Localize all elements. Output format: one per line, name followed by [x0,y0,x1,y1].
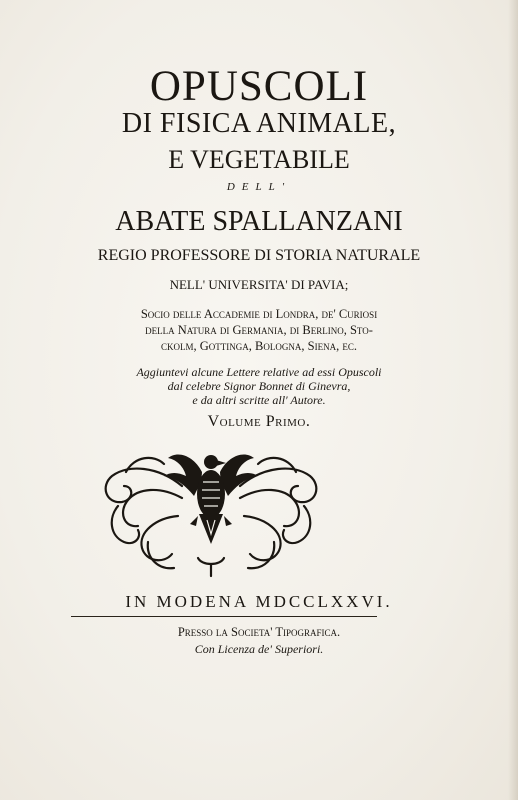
preposition-dell: DELL' [226,181,292,193]
volume-label: Volume Primo. [207,413,311,430]
position-line-2: NELL' UNIVERSITA' DI PAVIA; [169,277,349,292]
imprint-rule [71,616,377,617]
title-line-3: E VEGETABILE [168,145,350,174]
position-line-1: REGIO PROFESSORE DI STORIA NATURALE [97,247,421,264]
societies-line-3: ckolm, Gottinga, Bologna, Siena, ec. [161,339,357,353]
societies-line-1: Socio delle Accademie di Londra, de' Curiosi [140,307,378,321]
note-line-3: e da altri scritte all' Autore. [192,393,326,407]
eagle-crest-ornament-icon [98,446,324,578]
imprint-place-date: IN MODENA MDCCLXXVI. [125,592,393,611]
title-line-2: DI FISICA ANIMALE, [121,108,397,139]
note-line-1: Aggiuntevi alcune Lettere relative ad essi Opuscoli [136,365,382,379]
societies-line-2: della Natura di Germania, di Berlino, Sto- [145,323,373,337]
author-name: ABATE SPALLANZANI [115,206,403,237]
title-line-1: OPUSCOLI [149,63,369,110]
publisher-line: Presso la Societa' Tipografica. [177,625,341,639]
note-line-2: dal celebre Signor Bonnet di Ginevra, [167,379,351,393]
license-line: Con Licenza de' Superiori. [194,642,324,656]
